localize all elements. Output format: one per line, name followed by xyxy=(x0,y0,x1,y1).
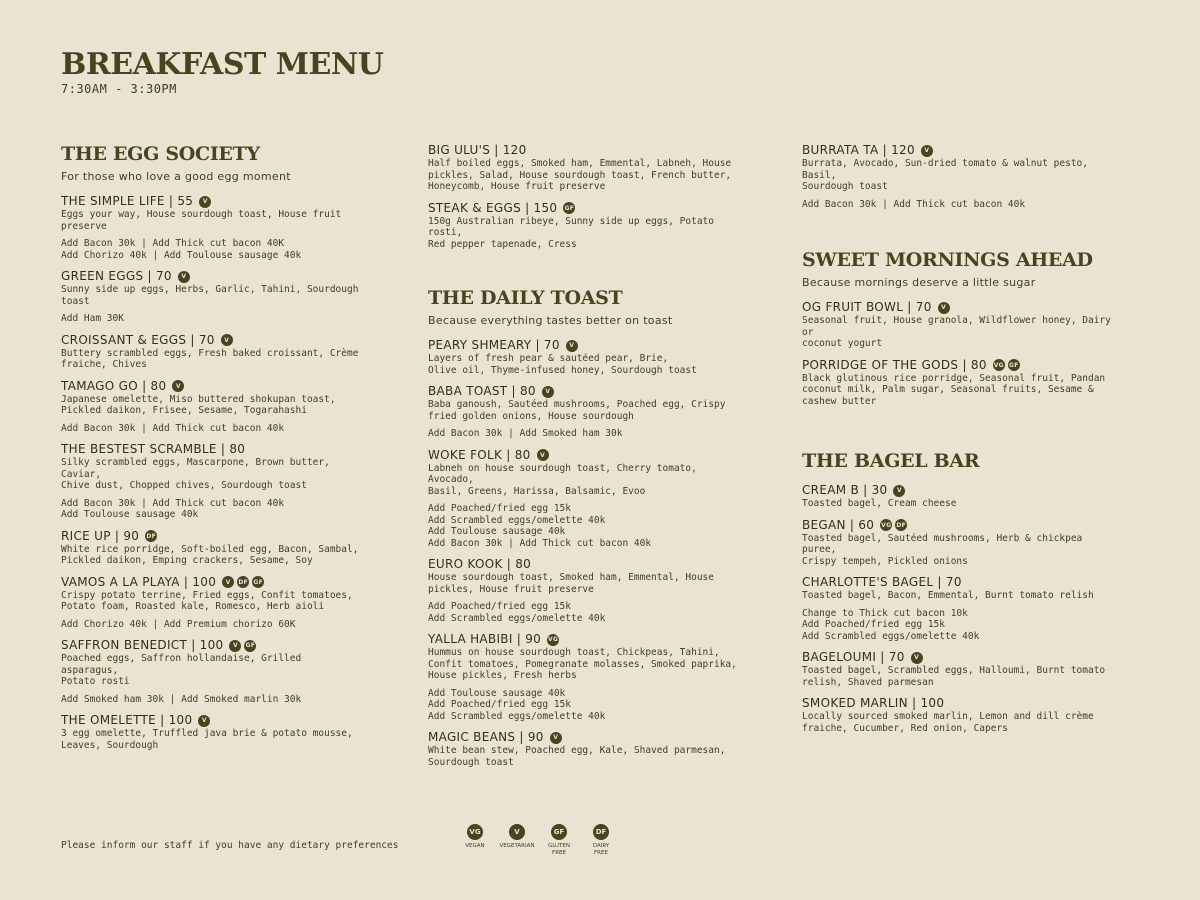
item-name: GREEN EGGS | 70 xyxy=(61,269,172,283)
diet-badges xyxy=(222,576,264,588)
addon-line: Add Scrambled eggs/omelette 40k xyxy=(428,612,606,624)
item-description xyxy=(802,533,1122,568)
description-line: Olive oil, Thyme-infused honey, Sourdough toast xyxy=(428,364,697,376)
item-addons xyxy=(61,238,361,261)
menu-item xyxy=(61,379,361,435)
section-the-egg-society xyxy=(61,142,361,751)
item-name-row xyxy=(802,143,1122,158)
description-line: pickles, Salad, House sourdough toast, French butter, xyxy=(428,169,732,181)
item-name-row xyxy=(802,358,1122,373)
item-description xyxy=(61,209,361,232)
item-name-row xyxy=(61,638,361,653)
menu-item xyxy=(61,333,361,371)
column-1 xyxy=(61,142,361,759)
item-name: BURRATA TA | 120 xyxy=(802,143,915,157)
section-title: SWEET MORNINGS AHEAD xyxy=(802,249,1093,271)
description-line: Pickled daikon, Emping crackers, Sesame, Soy xyxy=(61,555,313,566)
legend-label: GLUTEN FREE xyxy=(547,843,571,856)
menu-section xyxy=(428,143,748,250)
item-name: STEAK & EGGS | 150 xyxy=(428,200,558,215)
legend-v-icon: V xyxy=(509,824,525,840)
menu-item xyxy=(802,300,1122,350)
addon-line: Add Bacon 30k | Add Thick cut bacon 40k xyxy=(61,497,285,509)
item-description xyxy=(802,590,1122,602)
diet-badges xyxy=(547,634,559,646)
item-description xyxy=(61,348,361,371)
description-line: Confit tomatoes, Pomegranate molasses, Smoked paprika, xyxy=(428,658,737,670)
legend-item-df xyxy=(580,824,622,857)
diet-badge-v-icon: V xyxy=(229,640,241,652)
description-line: House pickles, Fresh herbs xyxy=(428,670,577,681)
diet-badge-gf-icon: GF xyxy=(563,202,575,214)
addon-line: Add Ham 30K xyxy=(61,313,124,324)
item-description xyxy=(802,711,1122,734)
section-subtitle: Because everything tastes better on toast xyxy=(428,314,673,327)
item-addons xyxy=(61,498,361,521)
diet-badge-v-icon: V xyxy=(178,271,190,283)
diet-badges xyxy=(199,196,211,208)
description-line: Pickled daikon, Frisee, Sesame, Togarahashi xyxy=(61,405,307,416)
description-line: Potato foam, Roasted kale, Romesco, Herb aioli xyxy=(61,601,325,612)
menu-item xyxy=(428,201,748,251)
diet-badges xyxy=(229,640,256,652)
item-name: PORRIDGE OF THE GODS | 80 xyxy=(802,357,987,372)
addon-line: Add Toulouse sausage 40k xyxy=(428,687,566,699)
item-addons xyxy=(61,423,361,435)
diet-badges xyxy=(537,449,549,461)
description-line: pickles, House fruit preserve xyxy=(428,583,594,595)
description-line: Sunny side up eggs, Herbs, Garlic, Tahini, Sourdough xyxy=(61,284,359,295)
description-line: Toasted bagel, Sautéed mushrooms, Herb & chickpea puree, xyxy=(802,532,1083,555)
diet-badge-vg-icon: VG xyxy=(547,634,559,646)
description-line: Poached eggs, Saffron hollandaise, Grilled asparagus, xyxy=(61,653,302,676)
description-line: Sourdough toast xyxy=(802,181,888,192)
item-description xyxy=(61,544,361,567)
addon-line: Add Toulouse sausage 40k xyxy=(428,526,566,537)
description-line: Basil, Greens, Harissa, Balsamic, Evoo xyxy=(428,485,646,497)
menu-item xyxy=(428,730,748,768)
addon-line: Add Poached/fried egg 15k xyxy=(428,503,571,514)
description-line: Crispy tempeh, Pickled onions xyxy=(802,555,968,567)
description-line: Chive dust, Chopped chives, Sourdough toast xyxy=(61,480,307,491)
menu-item xyxy=(802,650,1122,688)
item-name: BAGELOUMI | 70 xyxy=(802,650,905,664)
diet-badge-v-icon: V xyxy=(222,576,234,588)
description-line: Sourdough toast xyxy=(428,756,514,768)
addon-line: Add Bacon 30k | Add Thick cut bacon 40K xyxy=(61,238,285,249)
item-description xyxy=(428,745,748,768)
addon-line: Change to Thick cut bacon 10k xyxy=(802,607,968,619)
item-description xyxy=(428,216,748,251)
item-description xyxy=(802,665,1122,688)
section-the-daily-toast xyxy=(428,286,748,768)
diet-badge-df-icon: DF xyxy=(237,576,249,588)
item-name-row xyxy=(428,338,748,353)
description-line: White rice porridge, Soft-boiled egg, Bacon, Sambal, xyxy=(61,543,359,555)
column-3 xyxy=(802,143,1122,742)
item-name: BEGAN | 60 xyxy=(802,517,875,532)
menu-item xyxy=(428,143,748,193)
section-sweet-mornings-ahead xyxy=(802,248,1122,407)
description-line: Honeycomb, House fruit preserve xyxy=(428,181,606,192)
diet-badge-v-icon: V xyxy=(921,145,933,157)
description-line: fried golden onions, House sourdough xyxy=(428,410,634,422)
menu-header xyxy=(61,48,383,96)
description-line: relish, Shaved parmesan xyxy=(802,676,934,688)
item-addons xyxy=(61,694,361,706)
description-line: Layers of fresh pear & sautéed pear, Brie, xyxy=(428,353,669,364)
menu-item xyxy=(428,448,748,550)
item-name-row xyxy=(61,194,361,209)
item-name: SAFFRON BENEDICT | 100 xyxy=(61,638,224,652)
legend-label: VEGETARIAN xyxy=(499,843,535,849)
addon-line: Add Toulouse sausage 40k xyxy=(61,509,199,520)
diet-badge-vg-icon: VG xyxy=(880,519,892,531)
item-description xyxy=(61,728,361,751)
legend-item-gf xyxy=(538,824,580,857)
item-name-row xyxy=(61,529,361,544)
item-name: THE OMELETTE | 100 xyxy=(61,713,193,727)
item-name-row xyxy=(428,632,748,647)
item-addons xyxy=(428,428,748,440)
diet-badge-v-icon: V xyxy=(893,485,905,497)
legend-item-vg xyxy=(454,824,496,857)
item-name: THE SIMPLE LIFE | 55 xyxy=(61,194,194,208)
diet-badge-v-icon: V xyxy=(537,449,549,461)
item-name-row xyxy=(428,448,748,463)
legend-df-icon: DF xyxy=(593,824,609,840)
menu-item xyxy=(802,518,1122,568)
diet-badge-gf-icon: GF xyxy=(252,576,264,588)
item-name: YALLA HABIBI | 90 xyxy=(428,632,542,646)
description-line: Black glutinous rice porridge, Seasonal fruit, Pandan xyxy=(802,372,1106,384)
menu-item xyxy=(61,269,361,325)
diet-badge-v-icon: V xyxy=(911,652,923,664)
column-2 xyxy=(428,143,748,776)
item-name-row xyxy=(428,384,748,399)
section-subtitle: Because mornings deserve a little sugar xyxy=(802,276,1036,289)
diet-badge-v-icon: V xyxy=(550,732,562,744)
description-line: Crispy potato terrine, Fried eggs, Confit tomatoes, xyxy=(61,589,353,601)
menu-item xyxy=(802,696,1122,734)
item-name: PEARY SHMEARY | 70 xyxy=(428,338,560,352)
item-name-row xyxy=(61,269,361,284)
item-name: EURO KOOK | 80 xyxy=(428,557,532,571)
diet-badges xyxy=(178,271,190,283)
item-name: CHARLOTTE'S BAGEL | 70 xyxy=(802,575,962,589)
item-addons xyxy=(802,199,1122,211)
description-line: cashew butter xyxy=(802,395,877,407)
addon-line: Add Poached/fried egg 15k xyxy=(428,699,571,710)
diet-badges xyxy=(938,302,950,314)
legend-vg-icon: VG xyxy=(467,824,483,840)
item-name: CROISSANT & EGGS | 70 xyxy=(61,332,215,347)
addon-line: Add Chorizo 40k | Add Toulouse sausage 40k xyxy=(61,249,302,261)
item-name: WOKE FOLK | 80 xyxy=(428,447,531,462)
description-line: Burrata, Avocado, Sun-dried tomato & walnut pesto, Basil, xyxy=(802,158,1088,181)
description-line: Hummus on house sourdough toast, Chickpeas, Tahini, xyxy=(428,647,720,658)
description-line: Baba ganoush, Sautéed mushrooms, Poached egg, Crispy xyxy=(428,399,726,410)
menu-item xyxy=(61,442,361,521)
menu-item xyxy=(428,557,748,624)
addon-line: Add Poached/fried egg 15k xyxy=(802,619,945,630)
menu-item xyxy=(61,713,361,751)
item-description xyxy=(428,647,748,682)
diet-badge-df-icon: DF xyxy=(145,530,157,542)
page-title: BREAKFAST MENU xyxy=(61,47,384,82)
dietary-note: Please inform our staff if you have any dietary preferences xyxy=(61,840,399,851)
item-name: BABA TOAST | 80 xyxy=(428,384,536,398)
addon-line: Add Bacon 30k | Add Smoked ham 30k xyxy=(428,428,623,439)
description-line: coconut yogurt xyxy=(802,338,883,349)
item-name-row xyxy=(61,379,361,394)
section-title: THE EGG SOCIETY xyxy=(61,143,260,165)
section-title: THE BAGEL BAR xyxy=(802,450,980,472)
diet-badges xyxy=(921,145,933,157)
item-name: VAMOS A LA PLAYA | 100 xyxy=(61,574,217,589)
diet-badge-vg-icon: VG xyxy=(993,359,1005,371)
diet-badge-v-icon: V xyxy=(172,380,184,392)
item-name-row xyxy=(428,143,748,158)
item-addons xyxy=(428,503,748,549)
menu-section xyxy=(802,143,1122,210)
diet-badges xyxy=(550,732,562,744)
item-name-row xyxy=(61,575,361,590)
addon-line: Add Bacon 30k | Add Thick cut bacon 40k xyxy=(428,537,652,549)
item-name: OG FRUIT BOWL | 70 xyxy=(802,300,932,314)
item-description xyxy=(428,158,748,193)
item-name: SMOKED MARLIN | 100 xyxy=(802,696,945,710)
description-line: Half boiled eggs, Smoked ham, Emmental, Labneh, House xyxy=(428,158,732,169)
diet-badge-gf-icon: GF xyxy=(1008,359,1020,371)
item-description xyxy=(61,590,361,613)
description-line: Silky scrambled eggs, Mascarpone, Brown butter, Caviar, xyxy=(61,457,330,480)
description-line: Toasted bagel, Scrambled eggs, Halloumi, Burnt tomato xyxy=(802,665,1106,676)
diet-badges xyxy=(993,359,1020,371)
item-name: THE BESTEST SCRAMBLE | 80 xyxy=(61,442,246,456)
item-name-row xyxy=(802,483,1122,498)
description-line: toast xyxy=(61,295,90,307)
description-line: 3 egg omelette, Truffled java brie & potato mousse, xyxy=(61,728,353,739)
item-addons xyxy=(428,688,748,723)
legend-item-v xyxy=(496,824,538,857)
addon-line: Add Bacon 30k | Add Thick cut bacon 40k xyxy=(61,422,285,434)
item-addons xyxy=(428,601,748,624)
dietary-legend xyxy=(454,824,622,857)
diet-badges xyxy=(172,380,184,392)
item-name-row xyxy=(61,713,361,728)
description-line: Toasted bagel, Cream cheese xyxy=(802,498,957,509)
description-line: Potato rosti xyxy=(61,676,130,687)
item-name-row xyxy=(802,696,1122,711)
item-addons xyxy=(802,608,1122,643)
item-name-row xyxy=(428,557,748,572)
menu-item xyxy=(802,143,1122,210)
menu-item xyxy=(802,575,1122,642)
item-addons xyxy=(61,619,361,631)
description-line: Labneh on house sourdough toast, Cherry tomato, Avocado, xyxy=(428,462,697,485)
menu-item xyxy=(428,384,748,440)
diet-badges xyxy=(542,386,554,398)
item-description xyxy=(61,394,361,417)
menu-item xyxy=(428,632,748,722)
menu-item xyxy=(61,194,361,261)
item-description xyxy=(802,315,1122,350)
item-name-row xyxy=(802,575,1122,590)
item-description xyxy=(428,353,748,376)
description-line: House sourdough toast, Smoked ham, Emmental, House xyxy=(428,572,714,583)
menu-item xyxy=(802,483,1122,510)
menu-item xyxy=(428,338,748,376)
item-name-row xyxy=(802,650,1122,665)
item-description xyxy=(428,463,748,498)
item-description xyxy=(802,373,1122,408)
item-name-row xyxy=(428,730,748,745)
item-description xyxy=(61,653,361,688)
item-description xyxy=(428,399,748,422)
description-line: Toasted bagel, Bacon, Emmental, Burnt tomato relish xyxy=(802,590,1094,601)
addon-line: Add Smoked ham 30k | Add Smoked marlin 30k xyxy=(61,693,302,705)
legend-gf-icon: GF xyxy=(551,824,567,840)
item-name: TAMAGO GO | 80 xyxy=(61,378,167,393)
description-line: Eggs your way, House sourdough toast, House fruit xyxy=(61,209,342,220)
diet-badges xyxy=(563,202,575,214)
legend-label: DAIRY FREE xyxy=(592,843,610,856)
description-line: Leaves, Sourdough xyxy=(61,739,159,751)
item-description xyxy=(61,284,361,307)
item-description xyxy=(802,498,1122,510)
addon-line: Add Scrambled eggs/omelette 40k xyxy=(802,630,980,642)
item-description xyxy=(802,158,1122,193)
description-line: Japanese omelette, Miso buttered shokupan toast, xyxy=(61,393,336,405)
menu-item xyxy=(61,638,361,705)
item-name-row xyxy=(61,442,361,457)
item-name: BIG ULU'S | 120 xyxy=(428,143,527,157)
item-name-row xyxy=(428,201,748,216)
diet-badges xyxy=(145,530,157,542)
item-name-row xyxy=(802,518,1122,533)
diet-badge-v-icon: V xyxy=(221,334,233,346)
diet-badges xyxy=(893,485,905,497)
addon-line: Add Bacon 30k | Add Thick cut bacon 40k xyxy=(802,198,1026,210)
diet-badge-v-icon: V xyxy=(542,386,554,398)
addon-line: Add Poached/fried egg 15k xyxy=(428,601,571,612)
item-name-row xyxy=(802,300,1122,315)
description-line: coconut milk, Palm sugar, Seasonal fruits, Sesame & xyxy=(802,384,1094,395)
addon-line: Add Scrambled eggs/omelette 40k xyxy=(428,710,606,722)
menu-item xyxy=(61,575,361,631)
item-description xyxy=(428,572,748,595)
item-addons xyxy=(61,313,361,325)
addon-line: Add Scrambled eggs/omelette 40k xyxy=(428,514,606,526)
item-name: CREAM B | 30 xyxy=(802,483,888,497)
description-line: White bean stew, Poached egg, Kale, Shaved parmesan, xyxy=(428,745,726,756)
description-line: fraiche, Chives xyxy=(61,359,147,370)
diet-badge-df-icon: DF xyxy=(895,519,907,531)
menu-item xyxy=(61,529,361,567)
section-the-bagel-bar xyxy=(802,449,1122,734)
description-line: preserve xyxy=(61,220,107,232)
description-line: Seasonal fruit, House granola, Wildflower honey, Dairy or xyxy=(802,315,1111,338)
item-description xyxy=(61,457,361,492)
diet-badge-v-icon: V xyxy=(198,715,210,727)
diet-badges xyxy=(566,340,578,352)
diet-badge-v-icon: V xyxy=(938,302,950,314)
description-line: Locally sourced smoked marlin, Lemon and dill crème xyxy=(802,711,1094,722)
diet-badges xyxy=(221,334,233,346)
item-name: MAGIC BEANS | 90 xyxy=(428,730,544,744)
diet-badges xyxy=(880,519,907,531)
diet-badges xyxy=(911,652,923,664)
description-line: Buttery scrambled eggs, Fresh baked croissant, Crème xyxy=(61,347,359,359)
item-name-row xyxy=(61,333,361,348)
diet-badges xyxy=(198,715,210,727)
description-line: fraiche, Cucumber, Red onion, Capers xyxy=(802,722,1008,734)
addon-line: Add Chorizo 40k | Add Premium chorizo 60K xyxy=(61,618,296,630)
diet-badge-gf-icon: GF xyxy=(244,640,256,652)
section-title: THE DAILY TOAST xyxy=(428,287,623,309)
menu-item xyxy=(802,358,1122,408)
opening-hours: 7:30AM - 3:30PM xyxy=(61,82,177,96)
legend-label: VEGAN xyxy=(465,843,485,849)
description-line: Red pepper tapenade, Cress xyxy=(428,238,577,250)
diet-badge-v-icon: V xyxy=(199,196,211,208)
diet-badge-v-icon: V xyxy=(566,340,578,352)
section-subtitle: For those who love a good egg moment xyxy=(61,170,291,183)
item-name: RICE UP | 90 xyxy=(61,528,140,543)
description-line: 150g Australian ribeye, Sunny side up eggs, Potato rosti, xyxy=(428,215,714,238)
